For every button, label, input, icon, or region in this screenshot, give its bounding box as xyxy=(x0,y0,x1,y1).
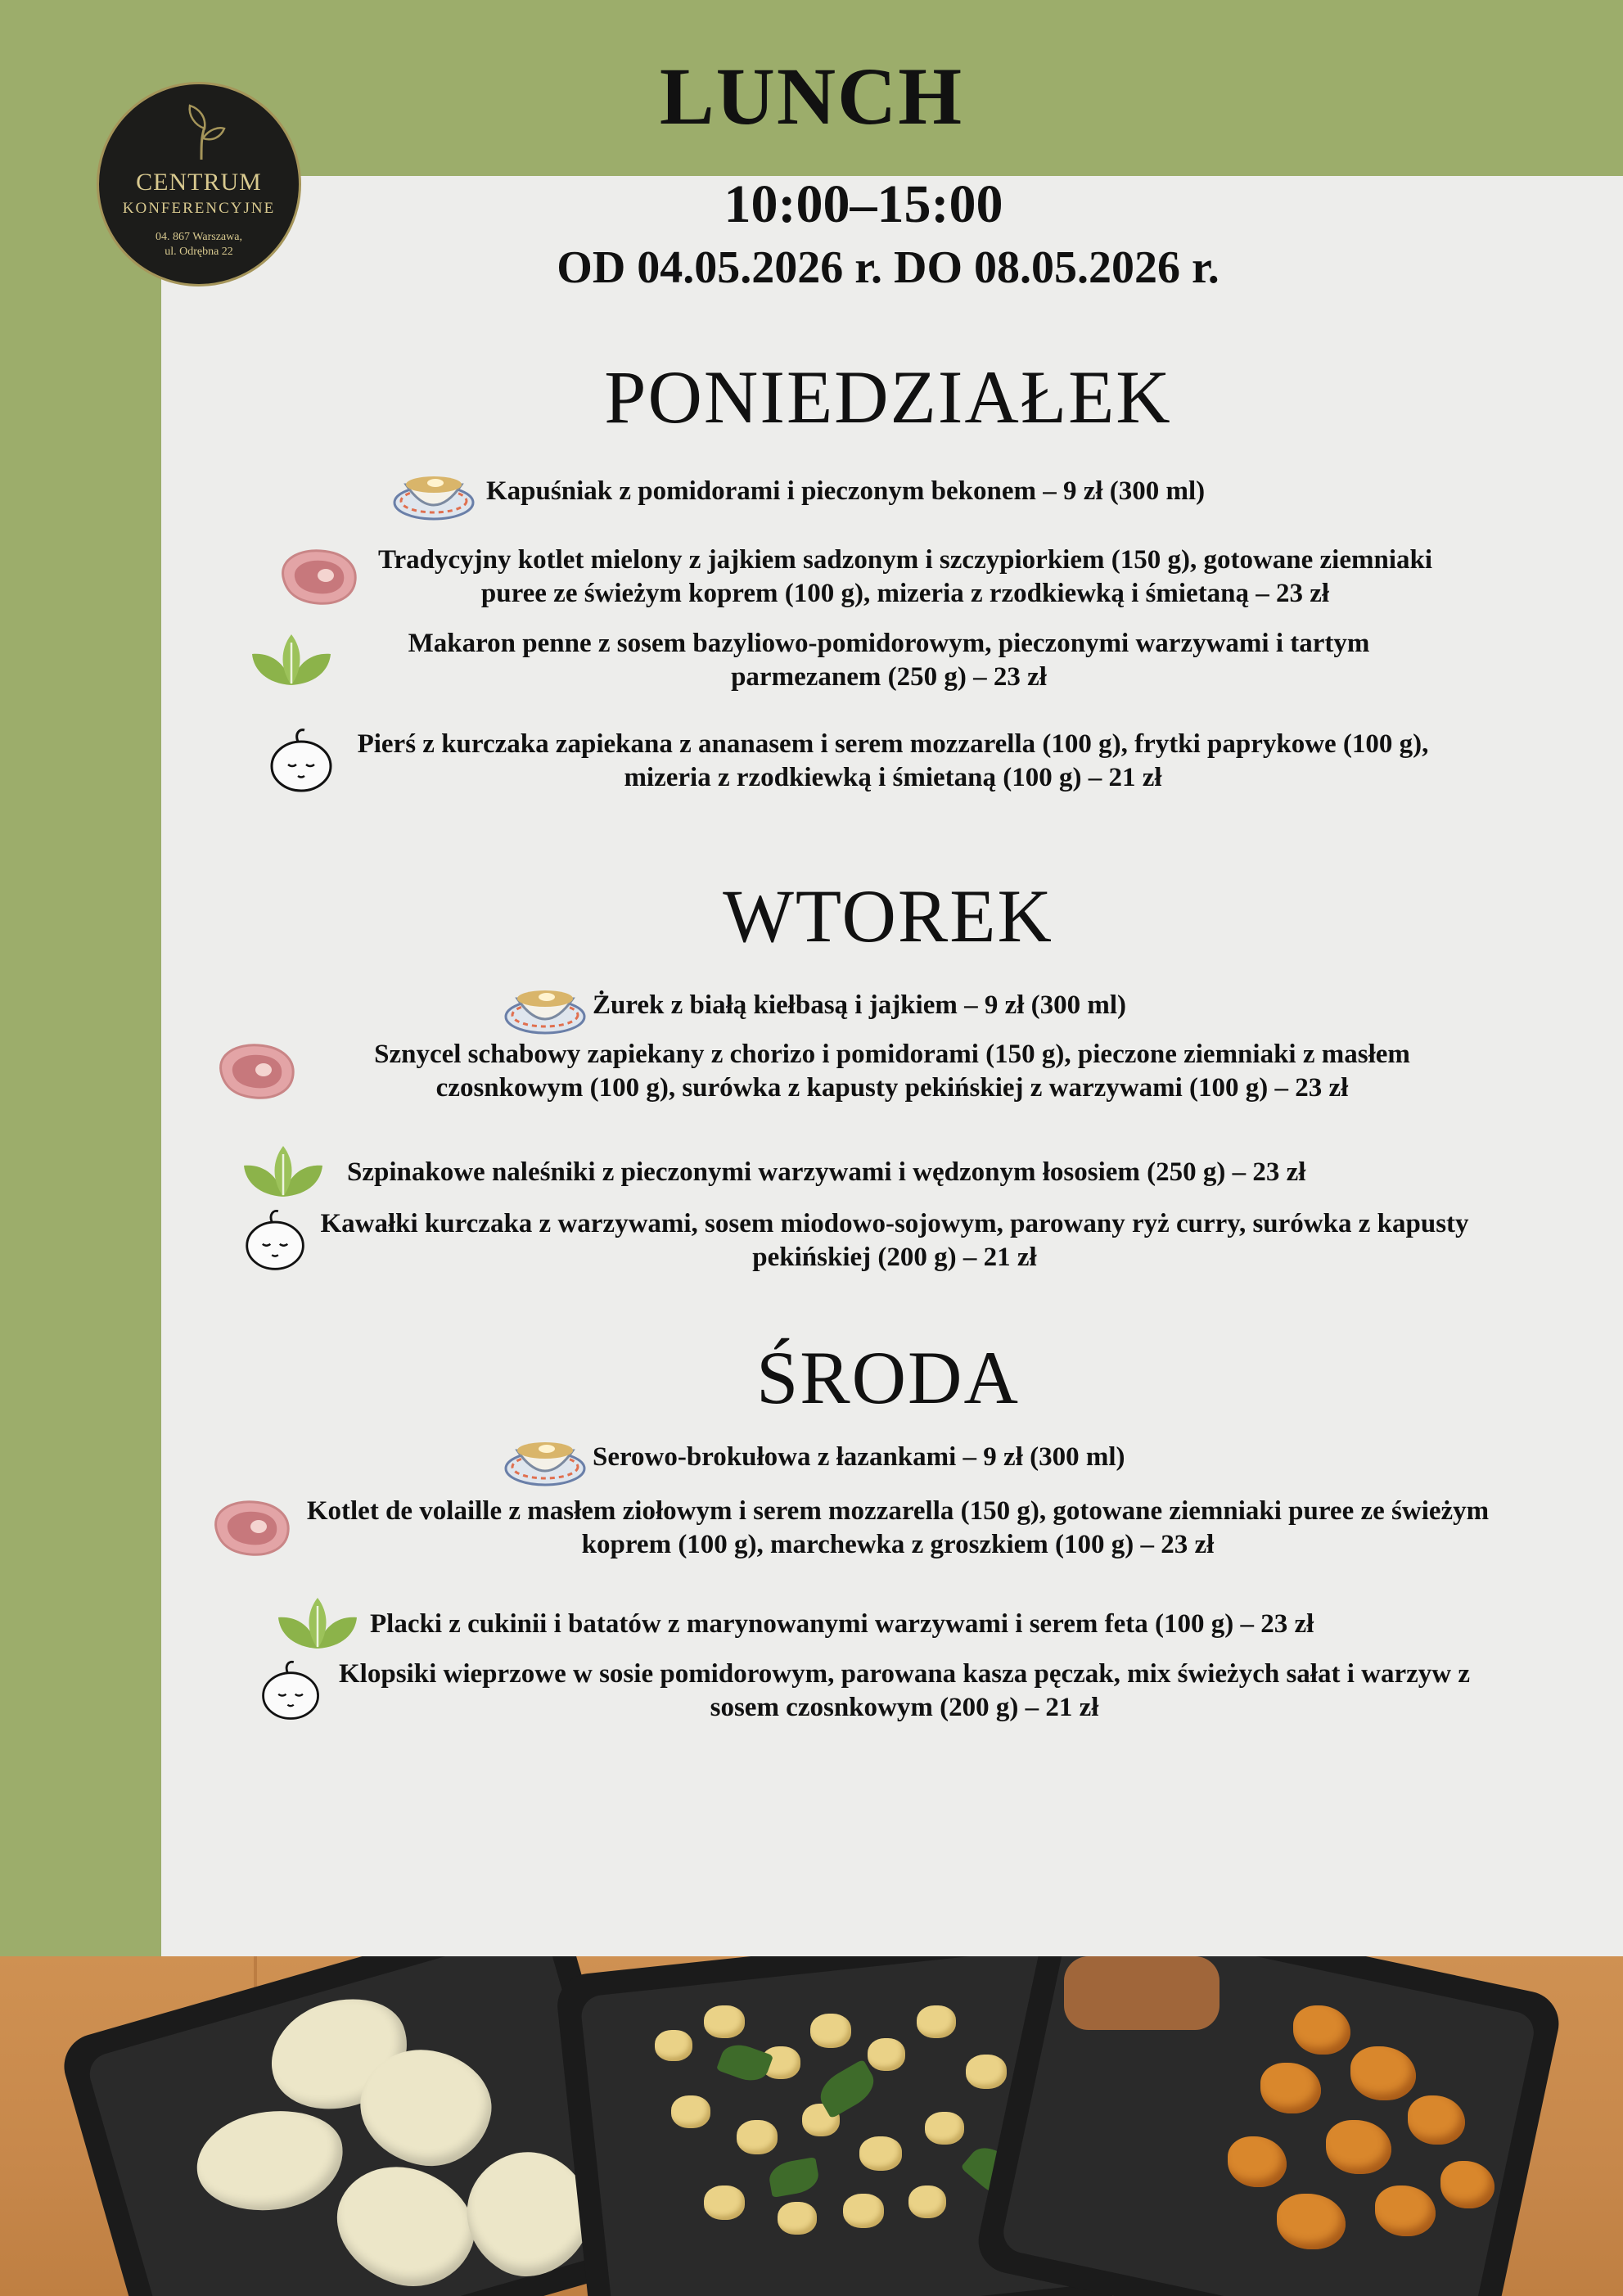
menu-item xyxy=(277,1595,1439,1653)
menu-item xyxy=(504,974,1208,1036)
opening-hours: 10:00–15:00 xyxy=(724,174,1003,234)
logo-line-1: CENTRUM xyxy=(136,169,262,196)
menu-item xyxy=(242,1207,1481,1275)
leaf-icon xyxy=(277,1595,358,1653)
centrum-logo xyxy=(97,82,301,286)
menu-item-text: Szpinakowe naleśniki z pieczonymi warzywami i wędzonym łososiem (250 g) – 23 zł xyxy=(347,1157,1306,1187)
logo-address-1: 04. 867 Warszawa, xyxy=(156,231,242,243)
baby-icon xyxy=(259,1657,324,1725)
menu-item-text: Placki z cukinii i batatów z marynowanymi warzywami i serem feta (100 g) – 23 zł xyxy=(370,1608,1314,1639)
soup-icon xyxy=(504,1426,586,1488)
soup-icon xyxy=(504,974,586,1036)
menu-item xyxy=(242,1143,1470,1202)
menu-item xyxy=(267,727,1445,796)
menu-item-text: Klopsiki wieprzowe w sosie pomidorowym, parowana kasza pęczak, mix świeżych sałat i warzyw z sosem czosnkowym (200 g) – 21 zł xyxy=(339,1659,1470,1722)
leaf-icon xyxy=(242,1143,324,1202)
logo-address xyxy=(99,230,299,259)
menu-item xyxy=(259,1657,1486,1725)
day-heading-wednesday: ŚRODA xyxy=(756,1336,1020,1419)
menu-item-text: Kotlet de volaille z masłem ziołowym i serem mozzarella (150 g), gotowane ziemniaki puree ze świeżym koprem (100 g), marchewka z groszkiem (100 g) – 23 zł xyxy=(306,1496,1490,1559)
menu-item-text: Kawałki kurczaka z warzywami, sosem miodowo-sojowym, parowany ryż curry, surówka z kapusty pekińskiej (200 g) – 21 zł xyxy=(320,1209,1469,1272)
date-range: OD 04.05.2026 r. DO 08.05.2026 r. xyxy=(557,242,1220,293)
menu-item-text: Sznycel schabowy zapiekany z chorizo i pomidorami (150 g), pieczone ziemniaki z masłem czosnkowym (100 g), surówka z kapusty pekińskiej z warzywami (100 g) – 23 zł xyxy=(374,1040,1410,1103)
menu-item-text: Żurek z białą kiełbasą i jajkiem – 9 zł (300 ml) xyxy=(593,990,1127,1020)
leaf-icon xyxy=(250,631,332,690)
menu-item-text: Kapuśniak z pomidorami i pieczonym bekonem – 9 zł (300 ml) xyxy=(486,476,1206,506)
day-heading-tuesday: WTOREK xyxy=(723,874,1053,958)
day-heading-monday: PONIEDZIAŁEK xyxy=(604,355,1172,439)
meat-icon xyxy=(213,1039,298,1104)
menu-item-text: Pierś z kurczaka zapiekana z ananasem i serem mozzarella (100 g), frytki paprykowe (100 g), mizeria z rzodkiewką i śmietaną (100 g) – 21 zł xyxy=(357,729,1429,792)
baby-icon xyxy=(242,1207,309,1275)
menu-item xyxy=(208,1495,1493,1562)
baby-icon xyxy=(267,727,337,796)
menu-item xyxy=(393,460,1326,522)
sprout-icon xyxy=(177,104,226,161)
menu-item xyxy=(250,627,1445,694)
logo-address-2: ul. Odrębna 22 xyxy=(165,246,233,258)
menu-item-text: Serowo-brokułowa z łazankami – 9 zł (300 ml) xyxy=(593,1441,1125,1472)
page-title: LUNCH xyxy=(659,51,964,142)
meat-icon xyxy=(275,544,360,610)
food-photo xyxy=(0,1956,1623,2296)
tray-potatoes xyxy=(972,1956,1565,2296)
menu-item xyxy=(275,544,1445,611)
menu-item xyxy=(213,1038,1481,1105)
soup-icon xyxy=(393,460,475,522)
menu-item-text: Tradycyjny kotlet mielony z jajkiem sadzonym i szczypiorkiem (150 g), gotowane ziemniaki puree ze świeżym koprem (100 g), mizeria z rzodkiewką i śmietaną – 23 zł xyxy=(377,545,1433,608)
menu-item-text: Makaron penne z sosem bazyliowo-pomidorowym, pieczonymi warzywami i tartym parmezanem (250 g) – 23 zł xyxy=(408,629,1370,692)
menu-item xyxy=(504,1426,1224,1488)
logo-line-2: KONFERENCYJNE xyxy=(122,200,276,217)
meat-icon xyxy=(208,1495,293,1561)
